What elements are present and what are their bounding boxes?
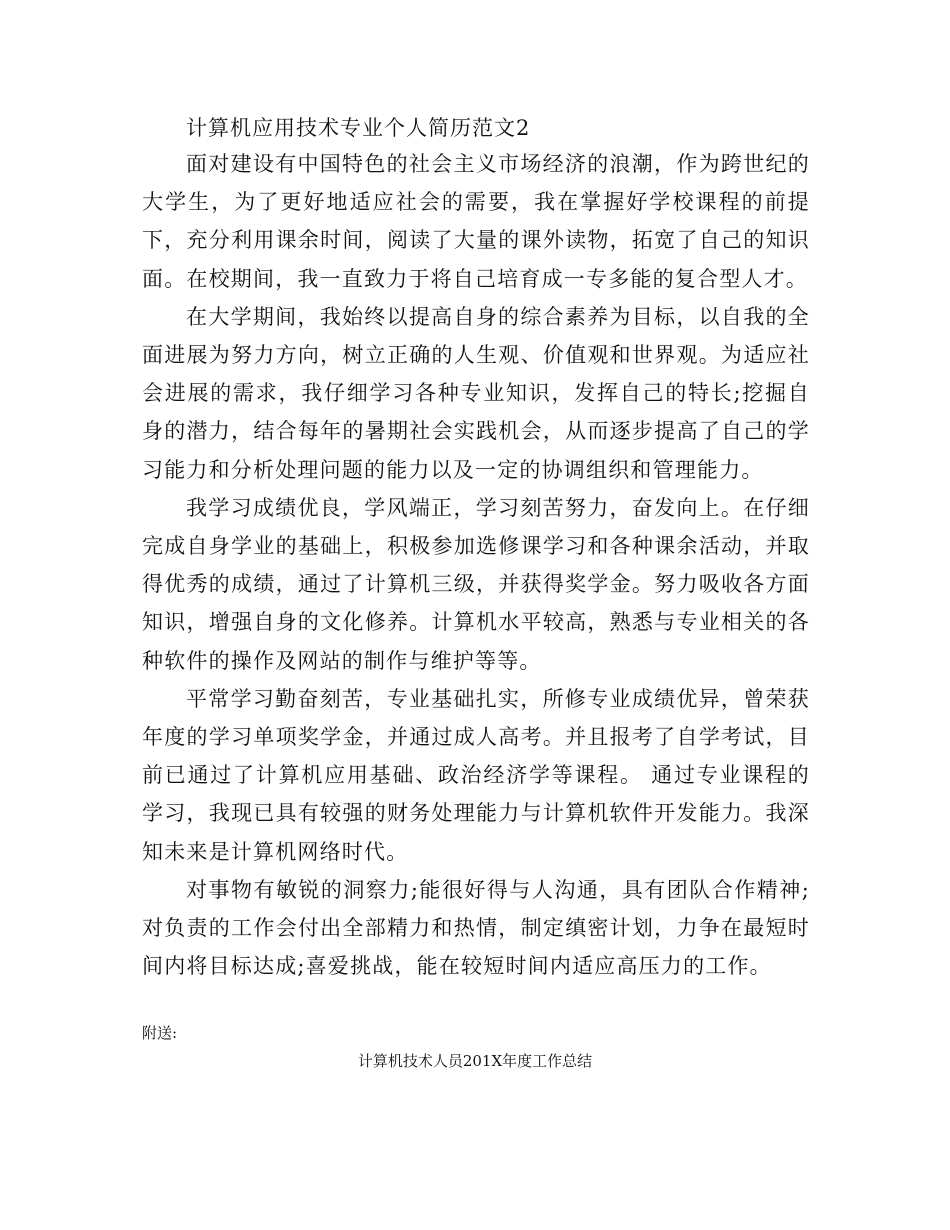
document-body — [142, 145, 810, 985]
paragraph-university-period: 在大学期间，我始终以提高自身的综合素养为目标，以自我的全面进展为努力方向，树立正确的人生观、价值观和世界观。为适应社会进展的需求，我仔细学习各种专业知识，发挥自己的特长;挖掘自身的潜力，结合每年的暑期社会实践机会，从而逐步提高了自己的学习能力和分析处理问题的能力以及一定的协调组织和管理能力。 — [142, 304, 810, 482]
paragraph-personal-qualities: 对事物有敏锐的洞察力;能很好得与人沟通，具有团队合作精神;对负责的工作会付出全部精力和热情，制定缜密计划，力争在最短时间内将目标达成;喜爱挑战，能在较短时间内适应高压力的工作。 — [142, 877, 810, 979]
paragraph-intro: 面对建设有中国特色的社会主义市场经济的浪潮，作为跨世纪的大学生，为了更好地适应社会的需要，我在掌握好学校课程的前提下，充分利用课余时间，阅读了大量的课外读物，拓宽了自己的知识面。在校期间，我一直致力于将自己培育成一专多能的复合型人才。 — [142, 152, 810, 291]
appendix-label: 附送: — [142, 1024, 178, 1042]
paragraph-study-achievements: 平常学习勤奋刻苦，专业基础扎实，所修专业成绩优异，曾荣获年度的学习单项奖学金，并通过成人高考。并且报考了自学考试，目前已通过了计算机应用基础、政治经济学等课程。 通过专业课程的学习，我现已具有较强的财务处理能力与计算机软件开发能力。我深知未来是计算机网络时代。 — [142, 686, 810, 864]
paragraph-academic-record: 我学习成绩优良，学风端正，学习刻苦努力，奋发向上。在仔细完成自身学业的基础上，积极参加选修课学习和各种课余活动，并取得优秀的成绩，通过了计算机三级，并获得奖学金。努力吸收各方面知识，增强自身的文化修养。计算机水平较高，熟悉与专业相关的各种软件的操作及网站的制作与维护等等。 — [142, 495, 810, 673]
document-title: 计算机应用技术专业个人简历范文2 — [186, 116, 531, 140]
appendix-title: 计算机技术人员201X年度工作总结 — [357, 1052, 593, 1070]
